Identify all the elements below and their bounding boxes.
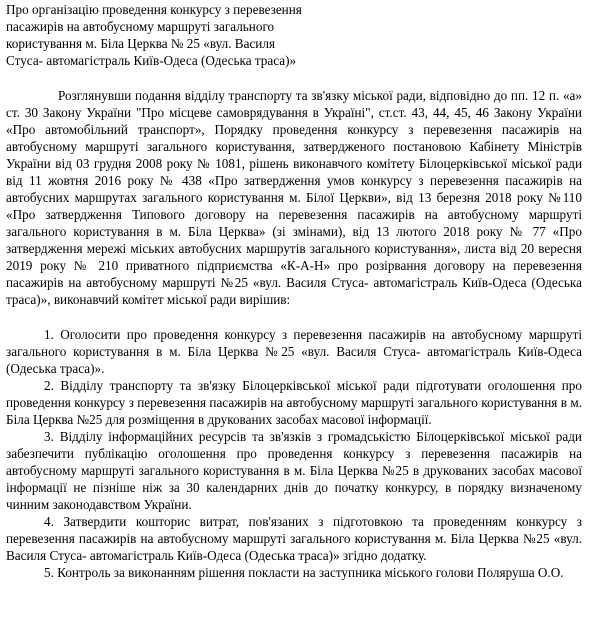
title-line: Про організацію проведення конкурсу з перевезення [6,2,302,17]
decision-item-4: 4. Затвердити кошторис витрат, пов'язаних з підготовкою та проведенням конкурсу з перевезення пасажирів на автобусному маршруті загального користування м. Біла Церква №25 «вул. Василя Стуса- автомагістраль Київ-Одеса (Одеська траса)» згідно додатку. [6,514,582,563]
document-title [6,0,336,69]
decision-item-1: 1. Оголосити про проведення конкурсу з перевезення пасажирів на автобусному маршруті загального користування в м. Біла Церква №25 «вул. Василя Стуса- автомагістраль Київ-Одеса (Одеська траса)». [6,327,582,376]
decision-item-3: 3. Відділу інформаційних ресурсів та зв'язків з громадськістю Білоцерківської міської ради забезпечити публікацію оголошення про проведення конкурсу з перевезення пасажирів на автобусному маршруті загального користування в м. Біла Церква №25 в друкованих засобах масової інформації не пізніше ніж за 30 календарних днів до початку конкурсу, в порядку визначеному чинним законодавством України. [6,429,582,512]
title-line: пасажирів на автобусному маршруті загального [6,19,275,34]
title-line: користування м. Біла Церква № 25 «вул. Василя [6,36,276,51]
title-line: Стуса- автомагістраль Київ-Одеса (Одеська траса)» [6,53,297,68]
decision-item-2: 2. Відділу транспорту та зв'язку Білоцерківської міської ради підготувати оголошення про проведення конкурсу з перевезення пасажирів на автобусному маршруті загального користування в м. Біла Церква №25 для розміщення в друкованих засобах масової інформації. [6,378,582,427]
decision-item-5: 5. Контроль за виконанням рішення покласти на заступника міського голови Поляруша О.О. [44,565,564,580]
intro-paragraph: Розглянувши подання відділу транспорту та зв'язку міської ради, відповідно до пп. 12 п. «а» ст. 30 Закону України "Про місцеве самоврядування в Україні", ст.ст. 43, 44, 45, 46 Закону України «Про автомобільний транспорт», Порядку проведення конкурсу з перевезення пасажирів на автобусному маршруті загального користування, затвердженого постановою Кабінету Міністрів України від 03 грудня 2008 року № 1081, рішень виконавчого комітету Білоцерківської міської ради від 11 жовтня 2016 року № 438 «Про затвердження умов конкурсу з перевезення пасажирів на автобусних маршрутах загального користування м. Білої Церкви», від 13 березня 2018 року №110 «Про затвердження Типового договору на перевезення пасажирів на автобусному маршруті загального користування в м. Біла Церква» (зі змінами), від 13 лютого 2018 року № 77 «Про затвердження мережі міських автобусних маршрутів загального користування», листа від 20 вересня 2019 року № 210 приватного підприємства «К-А-Н» про розірвання договору на перевезення пасажирів на автобусному маршруті №25 «вул. Василя Стуса- автомагістраль Київ-Одеса (Одеська траса)», виконавчий комітет міської ради вирішив: [6,88,582,307]
